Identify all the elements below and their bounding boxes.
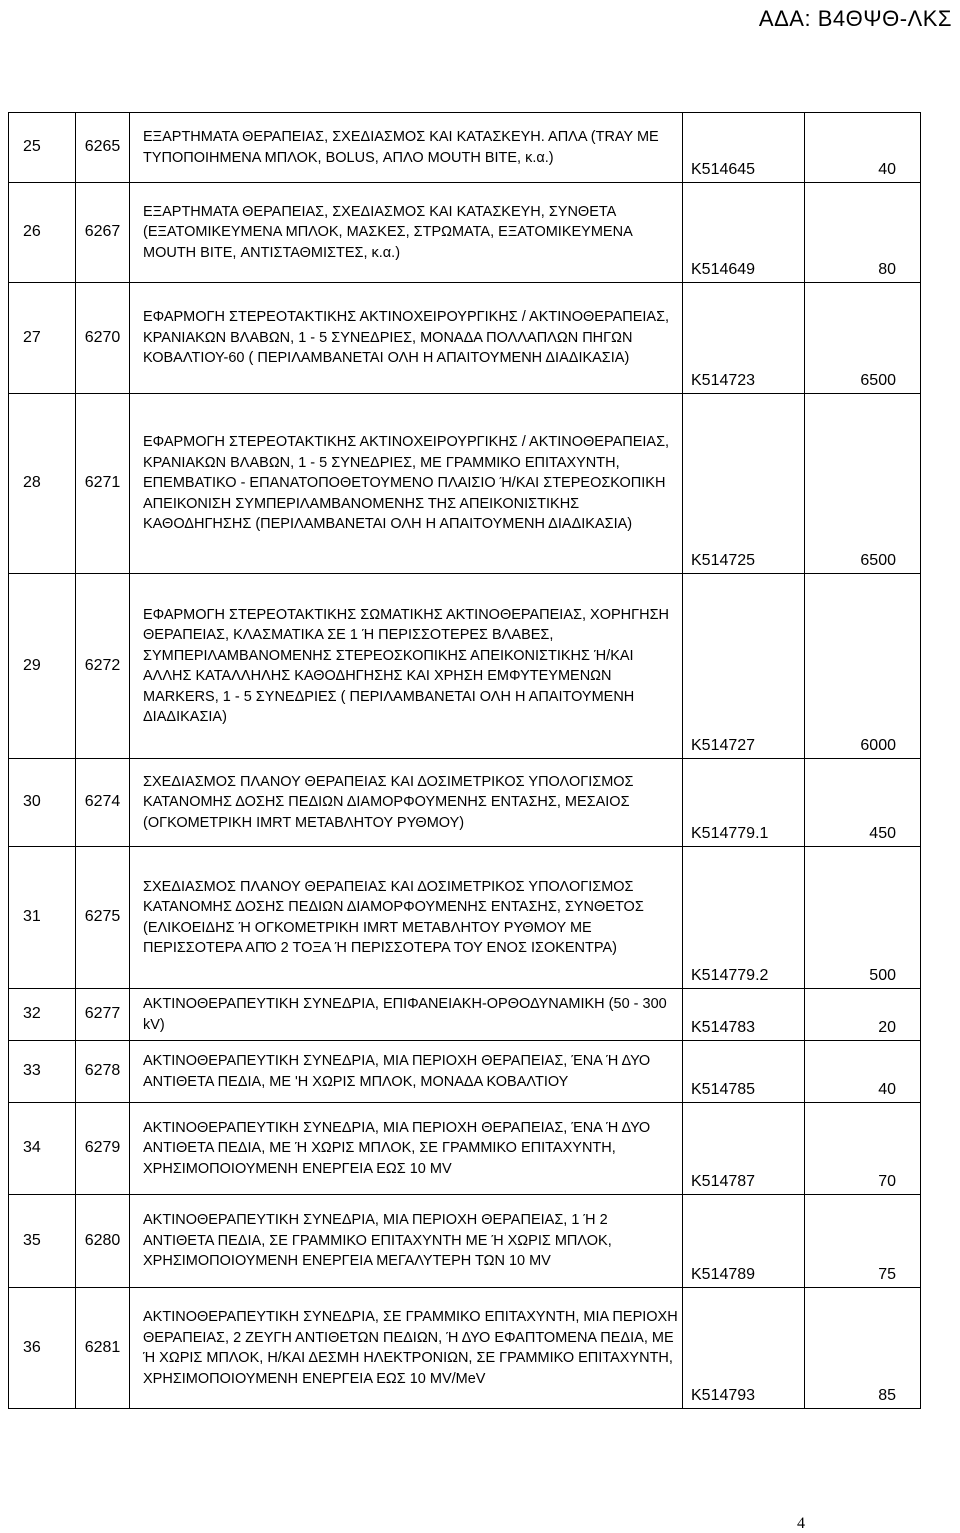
price: 70	[878, 1172, 896, 1190]
procedure-code: 6275	[84, 908, 121, 926]
row-number: 32	[23, 1005, 41, 1023]
procedure-code-cell	[76, 283, 130, 394]
procedure-description: ΕΦΑΡΜΟΓΗ ΣΤΕΡΕΟΤΑΚΤΙΚΗΣ ΑΚΤΙΝΟΧΕΙΡΟΥΡΓΙΚΗΣ / ΑΚΤΙΝΟΘΕΡΑΠΕΙΑΣ, ΚΡΑΝΙΑΚΩΝ ΒΛΑΒΩΝ, 1 - 5 ΣΥΝΕΔΡΙΕΣ, ΜΟΝΑΔΑ ΠΟΛΛΑΠΛΩΝ ΠΗΓΩΝ ΚΟΒΑΛΤΙΟΥ-60 ( ΠΕΡΙΛΑΜΒΑΝΕΤΑΙ ΟΛΗ Η ΑΠΑΙΤΟΥΜΕΝΗ ΔΙΑΔΙΚΑΣΙΑ)	[143, 309, 670, 367]
price-cell	[805, 1195, 921, 1288]
procedure-code: 6277	[84, 1005, 121, 1023]
procedure-description-cell	[130, 1041, 683, 1103]
procedure-description-cell	[130, 989, 683, 1041]
fee-code-cell	[683, 283, 805, 394]
row-number: 26	[23, 223, 41, 241]
procedure-code: 6265	[84, 138, 121, 156]
row-number: 25	[23, 138, 41, 156]
price: 85	[878, 1386, 896, 1404]
procedure-description: ΣΧΕΔΙΑΣΜΟΣ ΠΛΑΝΟΥ ΘΕΡΑΠΕΙΑΣ ΚΑΙ ΔΟΣΙΜΕΤΡΙΚΟΣ ΥΠΟΛΟΓΙΣΜΟΣ ΚΑΤΑΝΟΜΗΣ ΔΟΣΗΣ ΠΕΔΙΩΝ ΔΙΑΜΟΡΦΟΥΜΕΝΗΣ ΕΝΤΑΣΗΣ, ΜΕΣΑΙΟΣ (ΟΓΚΟΜΕΤΡΙΚΗ IMRT ΜΕΤΑΒΛΗΤΟΥ ΡΥΘΜΟΥ)	[143, 773, 634, 831]
procedure-description-cell	[130, 394, 683, 574]
fee-code: Κ514793	[691, 1386, 756, 1404]
fee-code: Κ514723	[691, 371, 756, 389]
procedure-code: 6279	[84, 1139, 121, 1157]
price-cell	[805, 283, 921, 394]
fee-code-cell	[683, 1041, 805, 1103]
price: 20	[878, 1018, 896, 1036]
procedure-code: 6271	[84, 474, 121, 492]
procedure-description: ΑΚΤΙΝΟΘΕΡΑΠΕΥΤΙΚΗ ΣΥΝΕΔΡΙΑ, ΣΕ ΓΡΑΜΜΙΚΟ ΕΠΙΤΑΧΥΝΤΗ, ΜΙΑ ΠΕΡΙΟΧΗ ΘΕΡΑΠΕΙΑΣ, 2 ΖΕΥΓΗ ΑΝΤΙΘΕΤΩΝ ΠΕΔΙΩΝ, Ή ΔΥΟ ΕΦΑΠΤΟΜΕΝΑ ΠΕΔΙΑ, ΜΕ Ή ΧΩΡΙΣ ΜΠΛΟΚ, Η/ΚΑΙ ΔΕΣΜΗ ΗΛΕΚΤΡΟΝΙΩΝ, ΣΕ ΓΡΑΜΜΙΚΟ ΕΠΙΤΑΧΥΝΤΗ, ΧΡΗΣΙΜΟΠΟΙΟΥΜΕΝΗ ΕΝΕΡΓΕΙΑ ΕΩΣ 10 MV/MeV	[143, 1309, 678, 1387]
price-cell	[805, 1103, 921, 1195]
page-number: 4	[797, 1515, 805, 1532]
procedure-code-cell	[76, 394, 130, 574]
row-number-cell	[9, 574, 76, 759]
procedure-code-cell	[76, 574, 130, 759]
price-cell	[805, 1288, 921, 1409]
procedure-description: ΑΚΤΙΝΟΘΕΡΑΠΕΥΤΙΚΗ ΣΥΝΕΔΡΙΑ, ΜΙΑ ΠΕΡΙΟΧΗ ΘΕΡΑΠΕΙΑΣ, ΈΝΑ Ή ΔΥΟ ΑΝΤΙΘΕΤΑ ΠΕΔΙΑ, ΜΕ 'Η ΧΩΡΙΣ ΜΠΛΟΚ, ΜΟΝΑΔΑ ΚΟΒΑΛΤΙΟΥ	[143, 1053, 651, 1090]
procedure-description-cell	[130, 1288, 683, 1409]
price-cell	[805, 574, 921, 759]
price: 450	[869, 824, 896, 842]
procedure-code-cell	[76, 989, 130, 1041]
procedure-code-cell	[76, 1103, 130, 1195]
price-cell	[805, 989, 921, 1041]
fee-code-cell	[683, 1103, 805, 1195]
fee-code: Κ514649	[691, 260, 756, 278]
table-row	[9, 759, 921, 847]
procedure-code: 6281	[84, 1338, 121, 1356]
row-number: 35	[23, 1231, 41, 1249]
fee-code-cell	[683, 183, 805, 283]
fee-code-cell	[683, 1288, 805, 1409]
fee-code: Κ514783	[691, 1018, 756, 1036]
procedure-description-cell	[130, 183, 683, 283]
price: 75	[878, 1265, 896, 1283]
row-number-cell	[9, 1103, 76, 1195]
procedure-code-cell	[76, 847, 130, 989]
procedure-description: ΕΦΑΡΜΟΓΗ ΣΤΕΡΕΟΤΑΚΤΙΚΗΣ ΑΚΤΙΝΟΧΕΙΡΟΥΡΓΙΚΗΣ / ΑΚΤΙΝΟΘΕΡΑΠΕΙΑΣ, ΚΡΑΝΙΑΚΩΝ ΒΛΑΒΩΝ, 1 - 5 ΣΥΝΕΔΡΙΕΣ, ΜΕ ΓΡΑΜΜΙΚΟ ΕΠΙΤΑΧΥΝΤΗ, ΕΠΕΜΒΑΤΙΚΟ - ΕΠΑΝΑΤΟΠΟΘΕΤΟΥΜΕΝΟ ΠΛΑΙΣΙΟ Ή/ΚΑΙ ΣΤΕΡΕΟΣΚΟΠΙΚΗ ΑΠΕΙΚΟΝΙΣΗ ΣΥΜΠΕΡΙΛΑΜΒΑΝΟΜΕΝΗΣ ΤΗΣ ΑΠΕΙΚΟΝΙΣΤΙΚΗΣ ΚΑΘΟΔΗΓΗΣΗΣ (ΠΕΡΙΛΑΜΒΑΝΕΤΑΙ ΟΛΗ Η ΑΠΑΙΤΟΥΜΕΝΗ ΔΙΑΔΙΚΑΣΙΑ)	[143, 434, 670, 533]
fee-code: Κ514727	[691, 736, 756, 754]
procedure-description: ΑΚΤΙΝΟΘΕΡΑΠΕΥΤΙΚΗ ΣΥΝΕΔΡΙΑ, ΜΙΑ ΠΕΡΙΟΧΗ ΘΕΡΑΠΕΙΑΣ, 1 Ή 2 ΑΝΤΙΘΕΤΑ ΠΕΔΙΑ, ΣΕ ΓΡΑΜΜΙΚΟ ΕΠΙΤΑΧΥΝΤΗ ΜΕ Ή ΧΩΡΙΣ ΜΠΛΟΚ, ΧΡΗΣΙΜΟΠΟΙΟΥΜΕΝΗ ΕΝΕΡΓΕΙΑ ΜΕΓΑΛΥΤΕΡΗ ΤΩΝ 10 MV	[143, 1212, 612, 1270]
row-number-cell	[9, 1288, 76, 1409]
row-number: 33	[23, 1062, 41, 1080]
fee-code: Κ514787	[691, 1172, 756, 1190]
procedure-code: 6278	[84, 1062, 121, 1080]
row-number-cell	[9, 283, 76, 394]
row-number-cell	[9, 847, 76, 989]
table-row	[9, 1041, 921, 1103]
table-row	[9, 394, 921, 574]
row-number: 34	[23, 1139, 41, 1157]
row-number: 36	[23, 1338, 41, 1356]
table-row	[9, 1288, 921, 1409]
procedure-code: 6272	[84, 656, 121, 674]
table-row	[9, 847, 921, 989]
procedure-code-cell	[76, 1288, 130, 1409]
procedures-table-body	[9, 113, 921, 1409]
procedure-description: ΣΧΕΔΙΑΣΜΟΣ ΠΛΑΝΟΥ ΘΕΡΑΠΕΙΑΣ ΚΑΙ ΔΟΣΙΜΕΤΡΙΚΟΣ ΥΠΟΛΟΓΙΣΜΟΣ ΚΑΤΑΝΟΜΗΣ ΔΟΣΗΣ ΠΕΔΙΩΝ ΔΙΑΜΟΡΦΟΥΜΕΝΗΣ ΕΝΤΑΣΗΣ, ΣΥΝΘΕΤΟΣ (ΕΛΙΚΟΕΙΔΗΣ Ή ΟΓΚΟΜΕΤΡΙΚΗ IMRT ΜΕΤΑΒΛΗΤΟΥ ΡΥΘΜΟΥ ΜΕ ΠΕΡΙΣΣΟΤΕΡΑ ΑΠΌ 2 ΤΟΞΑ Ή ΠΕΡΙΣΣΟΤΕΡΑ ΤΟΥ ΕΝΟΣ ΙΣΟΚΕΝΤΡΑ)	[143, 878, 644, 956]
procedure-description: ΕΞΑΡΤΗΜΑΤΑ ΘΕΡΑΠΕΙΑΣ, ΣΧΕΔΙΑΣΜΟΣ ΚΑΙ ΚΑΤΑΣΚΕΥΗ. ΑΠΛΑ (TRAY ΜΕ ΤΥΠΟΠΟΙΗΜΕΝΑ ΜΠΛΟΚ, BOLUS, ΑΠΛΟ MOUTH BITE, κ.α.)	[143, 129, 659, 166]
procedure-code: 6267	[84, 223, 121, 241]
procedure-code-cell	[76, 759, 130, 847]
procedure-description-cell	[130, 847, 683, 989]
price-cell	[805, 847, 921, 989]
price-cell	[805, 759, 921, 847]
price-cell	[805, 1041, 921, 1103]
table-row	[9, 1103, 921, 1195]
procedure-code-cell	[76, 1195, 130, 1288]
fee-code: Κ514645	[691, 160, 756, 178]
row-number-cell	[9, 394, 76, 574]
procedure-code-cell	[76, 113, 130, 183]
fee-code-cell	[683, 574, 805, 759]
procedure-description-cell	[130, 1103, 683, 1195]
fee-code-cell	[683, 394, 805, 574]
procedure-description-cell	[130, 1195, 683, 1288]
price-cell	[805, 183, 921, 283]
price: 80	[878, 260, 896, 278]
table-row	[9, 183, 921, 283]
price: 40	[878, 160, 896, 178]
fee-code: Κ514789	[691, 1265, 756, 1283]
fee-code: Κ514785	[691, 1080, 756, 1098]
row-number-cell	[9, 1195, 76, 1288]
procedure-code: 6274	[84, 793, 121, 811]
fee-code-cell	[683, 847, 805, 989]
price: 6000	[860, 736, 896, 754]
procedure-description-cell	[130, 113, 683, 183]
fee-code: Κ514779.2	[691, 966, 769, 984]
table-row	[9, 283, 921, 394]
fee-code: Κ514779.1	[691, 824, 769, 842]
procedure-description: ΕΦΑΡΜΟΓΗ ΣΤΕΡΕΟΤΑΚΤΙΚΗΣ ΣΩΜΑΤΙΚΗΣ ΑΚΤΙΝΟΘΕΡΑΠΕΙΑΣ, ΧΟΡΗΓΗΣΗ ΘΕΡΑΠΕΙΑΣ, ΚΛΑΣΜΑΤΙΚΑ ΣΕ 1 Ή ΠΕΡΙΣΣΟΤΕΡΕΣ ΒΛΑΒΕΣ, ΣΥΜΠΕΡΙΛΑΜΒΑΝΟΜΕΝΗΣ ΣΤΕΡΕΟΣΚΟΠΙΚΗΣ ΑΠΕΙΚΟΝΙΣΤΙΚΗΣ Ή/ΚΑΙ ΑΛΛΗΣ ΚΑΤΑΛΛΗΛΗΣ ΚΑΘΟΔΗΓΗΣΗΣ ΚΑΙ ΧΡΗΣΗ ΕΜΦΥΤΕΥΜΕΝΩΝ MARKERS, 1 - 5 ΣΥΝΕΔΡΙΕΣ ( ΠΕΡΙΛΑΜΒΑΝΕΤΑΙ ΟΛΗ Η ΑΠΑΙΤΟΥΜΕΝΗ ΔΙΑΔΙΚΑΣΙΑ)	[143, 606, 670, 725]
procedure-description: ΑΚΤΙΝΟΘΕΡΑΠΕΥΤΙΚΗ ΣΥΝΕΔΡΙΑ, ΜΙΑ ΠΕΡΙΟΧΗ ΘΕΡΑΠΕΙΑΣ, ΈΝΑ Ή ΔΥΟ ΑΝΤΙΘΕΤΑ ΠΕΔΙΑ, ΜΕ Ή ΧΩΡΙΣ ΜΠΛΟΚ, ΣΕ ΓΡΑΜΜΙΚΟ ΕΠΙΤΑΧΥΝΤΗ, ΧΡΗΣΙΜΟΠΟΙΟΥΜΕΝΗ ΕΝΕΡΓΕΙΑ ΕΩΣ 10 MV	[143, 1119, 651, 1177]
row-number: 27	[23, 328, 41, 346]
price: 40	[878, 1080, 896, 1098]
row-number: 29	[23, 656, 41, 674]
document-code: ΑΔΑ: Β4ΘΨΘ-ΛΚΣ	[758, 6, 952, 31]
table-row	[9, 574, 921, 759]
procedure-description: ΑΚΤΙΝΟΘΕΡΑΠΕΥΤΙΚΗ ΣΥΝΕΔΡΙΑ, ΕΠΙΦΑΝΕΙΑΚΗ-ΟΡΘΟΔΥΝΑΜΙΚΗ (50 - 300 kV)	[143, 996, 667, 1033]
procedures-table	[8, 112, 921, 1409]
fee-code: Κ514725	[691, 551, 756, 569]
price-cell	[805, 394, 921, 574]
fee-code-cell	[683, 113, 805, 183]
procedure-code-cell	[76, 183, 130, 283]
table-row	[9, 113, 921, 183]
row-number-cell	[9, 989, 76, 1041]
row-number-cell	[9, 759, 76, 847]
fee-code-cell	[683, 1195, 805, 1288]
row-number: 30	[23, 793, 41, 811]
fee-code-cell	[683, 759, 805, 847]
procedure-description: ΕΞΑΡΤΗΜΑΤΑ ΘΕΡΑΠΕΙΑΣ, ΣΧΕΔΙΑΣΜΟΣ ΚΑΙ ΚΑΤΑΣΚΕΥΗ, ΣΥΝΘΕΤΑ (ΕΞΑΤΟΜΙΚΕΥΜΕΝΑ ΜΠΛΟΚ, ΜΑΣΚΕΣ, ΣΤΡΩΜΑΤΑ, ΕΞΑΤΟΜΙΚΕΥΜΕΝΑ MOUTH BITE, ΑΝΤΙΣΤΑΘΜΙΣΤΕΣ, κ.α.)	[143, 203, 632, 261]
table-row	[9, 989, 921, 1041]
row-number-cell	[9, 1041, 76, 1103]
procedure-code-cell	[76, 1041, 130, 1103]
price-cell	[805, 113, 921, 183]
procedure-description-cell	[130, 759, 683, 847]
row-number-cell	[9, 113, 76, 183]
procedure-code: 6270	[84, 328, 121, 346]
row-number-cell	[9, 183, 76, 283]
row-number: 28	[23, 474, 41, 492]
table-row	[9, 1195, 921, 1288]
procedure-description-cell	[130, 574, 683, 759]
procedure-code: 6280	[84, 1231, 121, 1249]
fee-code-cell	[683, 989, 805, 1041]
price: 6500	[860, 371, 896, 389]
procedure-description-cell	[130, 283, 683, 394]
price: 6500	[860, 551, 896, 569]
row-number: 31	[23, 908, 41, 926]
price: 500	[869, 966, 896, 984]
